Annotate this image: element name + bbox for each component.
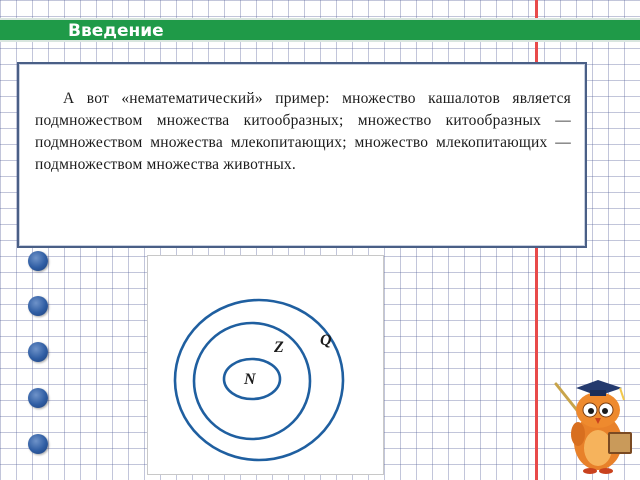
slide-title: Введение <box>68 21 164 41</box>
intro-paragraph: А вот «нематематический» пример: множество кашалотов является подмножеством множества китообразных; множество китообразных — подмножеством множества млекопитающих; множество млекопитающих — подмножеством множества животных. <box>35 90 571 173</box>
nested-sets-diagram <box>147 255 384 475</box>
title-bar <box>0 18 640 42</box>
bullet-dot-icon <box>28 296 48 316</box>
label-n: N <box>244 371 256 388</box>
label-z: Z <box>274 339 284 356</box>
bullet-dot-icon <box>28 388 48 408</box>
bullet-dot-icon <box>28 434 48 454</box>
owl-professor-mascot-icon <box>554 372 640 478</box>
nested-sets-svg <box>148 256 385 476</box>
bullet-dot-icon <box>28 342 48 362</box>
label-q: Q <box>320 332 332 349</box>
text-card <box>17 62 587 248</box>
bullet-dot-icon <box>28 251 48 271</box>
